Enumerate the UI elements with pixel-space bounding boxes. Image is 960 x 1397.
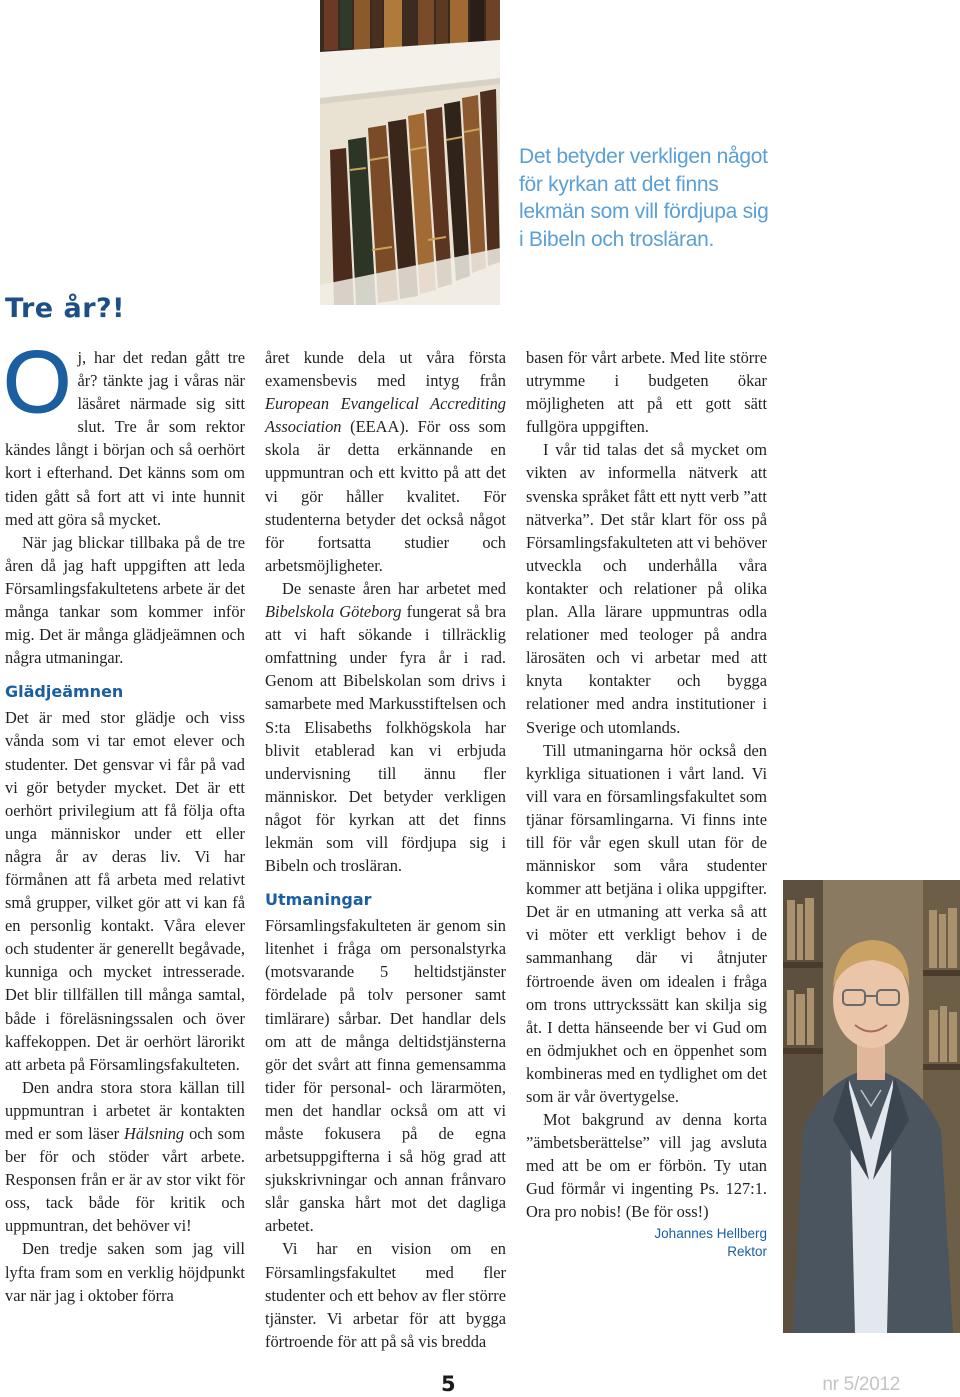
body-paragraph <box>5 1076 245 1238</box>
body-paragraph: Mot bakgrund av denna korta ”ämbetsberättelse” vill jag avsluta med att be om er förbön. Ty utan Gud förmår vi ingenting Ps. 127:1. Ora pro nobis! (Be för oss!) <box>526 1110 767 1222</box>
body-paragraph: Den tredje saken som jag vill lyfta fram som en verklig höjdpunkt var när jag i oktober förra <box>5 1239 245 1305</box>
body-paragraph: När jag blickar tillbaka på de tre åren då jag haft uppgiften att leda Församlingsfakultetens arbete är det många tankar som kommer inför mig. Det är många glädjeämnen och några utmaningar. <box>5 532 245 668</box>
pull-quote-line: för kyrkan att det finns <box>519 172 719 196</box>
author-portrait-photo <box>783 880 960 1333</box>
signature <box>526 1225 767 1261</box>
body-paragraph: Till utmaningarna hör också den kyrkliga situationen i vårt land. Vi vill vara en församlingsfakultet som tjänar församlingarna. Vi finns inte till för vår egen skull utan för de människor som våra studenter kommer att betjäna i olika uppgifter. Det är en utmaning att verka så att vi möter ett verkligt behov i de sammanhang där vi åtnjuter förtroende även om idealen i fråga om trons uttryckssätt kan skilja sig åt. I detta hänseende ber vi Gud om en ödmjukhet och en öppenhet som kombineras med en tydlighet om det som är vår övertygelse. <box>526 740 767 1106</box>
body-paragraph: I vår tid talas det så mycket om vikten av informella nätverk att svenska språket fått ett nytt verb ”att nätverka”. Det står klart för oss på Församlingsfakulteten att vi behöver utveckla och underhålla våra kontakter och relationer på olika plan. Alla lärare uppmuntras odla relationer med teologer på andra lärosäten och vi arbetar med att knyta kontakter och bygga relationer med andra institutioner i Sverige och utomlands. <box>526 440 767 737</box>
organization-name: European Evangelical Accrediting Association <box>265 394 506 437</box>
article-column-1 <box>3 332 246 1307</box>
body-paragraph: Det är med stor glädje och viss vånda som vi tar emot elever och studenter. Det gensvar vi får på vad vi gör betyder mycket. Det är ett oerhört privilegium att få följa ofta unga människor under ett eller några år av deras liv. Vi har förmånen att få arbeta med relativt små grupper, vilket gör att vi kan få en personlig kontakt. Våra elever och studenter är generellt begåvade, kunniga och mycket intresserade. Det blir tillfällen till många samtal, både i föreläsningssalen och över kaffekoppen. Det är oerhört lärorikt att arbeta på Församlingsfakulteten. <box>5 708 245 1074</box>
article-column-2 <box>265 346 506 1353</box>
school-name: Bibelskola Göteborg <box>265 602 402 622</box>
page-number: 5 <box>441 1372 456 1396</box>
body-paragraph: Vi har en vision om en Församlingsfakultet med fler studenter och ett behov av fler större tjänster. Vi arbetar för att bygga förtroende för att på så vis bredda <box>265 1239 506 1351</box>
subheading-gladjeamnen: Glädjeämnen <box>5 682 124 702</box>
text-run: fungerat så bra att vi haft sökande i tillräcklig omfattning under fyra år i rad. Genom att Bibelskolan som drivs i samarbete med Markusstiftelsen och S:ta Elisabeths folkhögskola har blivit etablerad kan vi erbjuda undervisning till ännu fler människor. Det betyder verkligen något för kyrkan att det finns lekmän som vill fördjupa sig i Bibeln och trosläran. <box>265 602 506 876</box>
subheading-utmaningar: Utmaningar <box>265 890 372 910</box>
pull-quote-line: Det betyder verkligen något <box>519 145 768 168</box>
text-run: (EEAA). För oss som skola är detta erkännande en uppmuntran och ett kvitto på att det vi gör håller kvalitet. För studenterna betyder det också något för fortsatta studier och arbetsmöjligheter. <box>265 417 506 575</box>
issue-label: nr 5/2012 <box>822 1374 900 1395</box>
body-paragraph: Församlingsfakulteten är genom sin litenhet i fråga om personalstyrka (motsvarande 5 heltidstjänster fördelade på tolv personer samt timlärare) sårbar. Det handlar dels om att de många deltidstjänsterna gör det svårt att finna gemensamma tider för personal- och lärarmöten, men det handlar också om att vi måste fokusera på de egna arbetsuppgifterna i så hög grad att sjukskrivningar och annan frånvaro slår ganska hårt mot det dagliga arbetet. <box>265 916 506 1236</box>
pull-quote-line: i Bibeln och trosläran. <box>519 227 715 251</box>
text-run: året kunde dela ut våra första examensbevis med intyg från <box>265 348 506 391</box>
text-run: De senaste åren har arbetet med <box>282 578 506 598</box>
body-paragraph: basen för vårt arbete. Med lite större utrymme i budgeten ökar möjligheten att på ett gott sätt fullgöra uppgiften. <box>526 348 767 437</box>
body-paragraph <box>265 346 506 577</box>
text-run: och som ber för och stöder vårt arbete. Responsen från er är av stor vikt för oss, tack både för kritik och uppmuntran, det behöver vi! <box>5 1124 246 1236</box>
pull-quote <box>519 143 939 253</box>
article-column-3 <box>526 346 767 1261</box>
signature-name: Johannes Hellberg <box>654 1225 767 1241</box>
text-run: Den andra stora stora källan till uppmuntran i arbetet är kontakten med er som läser <box>5 1077 245 1143</box>
article-title: Tre år?! <box>5 293 125 324</box>
body-paragraph <box>265 577 506 877</box>
drop-cap: O <box>3 332 72 431</box>
intro-text: j, har det redan gått tre år? tänkte jag i våras när läsåret närmade sig sitt slut. Tre år som rektor kändes långt i början och så oerhört kort i efterhand. Det känns som om tiden gått så fort att vi inte hunnit med att göra så mycket. <box>5 348 245 529</box>
bookshelf-photo <box>320 0 500 305</box>
signature-role: Rektor <box>727 1243 767 1259</box>
intro-paragraph <box>3 332 245 531</box>
publication-name: Hälsning <box>124 1124 185 1143</box>
pull-quote-line: lekmän som vill fördjupa sig <box>519 200 769 223</box>
